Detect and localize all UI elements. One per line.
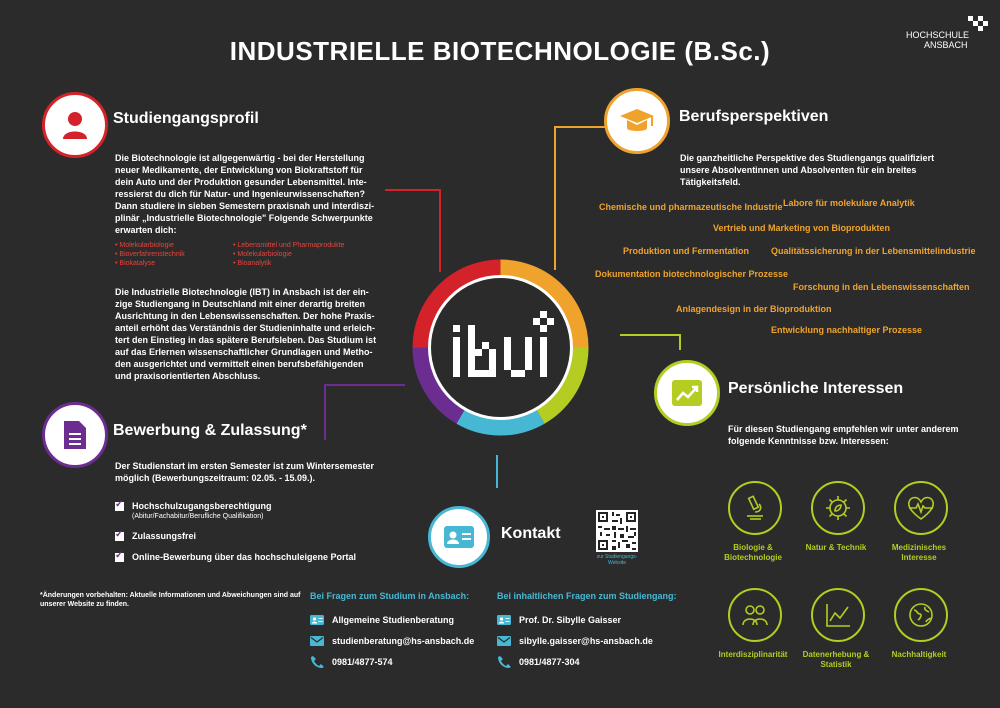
- gear-leaf-icon: [823, 493, 853, 523]
- mail-icon: [497, 636, 511, 646]
- people-icon: [740, 601, 770, 629]
- kontakt-right-heading: Bei inhaltlichen Fragen zum Studiengang:: [497, 591, 677, 601]
- contact-card-icon: [310, 615, 324, 625]
- kontakt-left-heading: Bei Fragen zum Studium in Ansbach:: [310, 591, 470, 601]
- qr-code[interactable]: [596, 510, 638, 552]
- kontakt-left-email[interactable]: studienberatung@hs-ansbach.de: [332, 636, 475, 646]
- focus-list-left: • Molekularbiologie • Bioverfahrenstechnik • Biokatalyse: [115, 242, 185, 267]
- bewerbung-heading: Bewerbung & Zulassung*: [113, 422, 307, 439]
- center-ring: [408, 255, 593, 440]
- user-icon: [59, 109, 91, 141]
- trend-chart-icon: [670, 378, 704, 408]
- checkbox-icon: [115, 553, 124, 562]
- heart-icon: [906, 494, 936, 522]
- chart-icon: [823, 601, 853, 629]
- kontakt-icon-circle: [428, 506, 490, 568]
- check-item-sub: (Abitur/Fachabitur/Berufliche Qualifikation): [132, 513, 264, 520]
- checkbox-icon: [115, 532, 124, 541]
- beruf-field: Entwicklung nachhaltiger Prozesse: [771, 325, 923, 335]
- interessen-intro: Für diesen Studiengang empfehlen wir unter anderem folgende Kenntnisse bzw. Interessen:: [728, 424, 959, 446]
- beruf-field: Anlagendesign in der Bioproduktion: [676, 304, 832, 314]
- check-item: ✓Online-Bewerbung über das hochschuleigene Portal: [115, 551, 356, 563]
- footnote: *Änderungen vorbehalten: Aktuelle Informationen und Abweichungen sind auf unserer Website zu finden.: [40, 592, 301, 608]
- bewerbung-icon-circle: [42, 402, 108, 468]
- profile-icon-circle: [42, 92, 108, 158]
- kontakt-heading: Kontakt: [501, 525, 561, 542]
- graduation-cap-icon: [618, 105, 656, 137]
- profil-body: Die Industrielle Biotechnologie (IBT) in Ansbach ist der ein- zige Studiengang in Deutschland mit einer derartig breiten Ausrichtung in den Lebenswissenschaften. Der hohe Praxis- anteil erhöht das Verständnis der Studieninhalte und erleich- tert den Einstieg in das spätere Berufsleben. Das Studium ist auf das Erlernen wissenschaftlicher Grundlagen und Metho- den ausgerichtet und vermittelt einen berufsbefähigenden und praxisorientierten Abschluss.: [115, 287, 377, 381]
- interest-label: Datenerhebung & Statistik: [802, 650, 870, 669]
- beruf-field: Produktion und Fermentation: [623, 246, 749, 256]
- kontakt-right-phone[interactable]: 0981/4877-304: [519, 657, 580, 667]
- checkbox-icon: [115, 502, 124, 511]
- beruf-field: Chemische und pharmazeutische Industrie: [599, 202, 783, 212]
- interessen-icon-circle: [654, 360, 720, 426]
- mail-icon: [310, 636, 324, 646]
- check-item: ✓Zulassungsfrei: [115, 530, 356, 542]
- profil-intro: Die Biotechnologie ist allgegenwärtig - bei der Herstellung neuer Medikamente, der Entwicklung von Biokraftstoff für dein Auto und der Produktion gesunder Lebensmittel. Inte- ressierst du dich für Natur- und Ingenieurwissenschaften? Dann studiere in sieben Semestern praxisnah und interdiszi- plinär „Industrielle Biotechnologie" Folgende Schwerpunkte erwarten dich:: [115, 153, 375, 235]
- document-icon: [62, 419, 88, 451]
- beruf-heading: Berufsperspektiven: [679, 108, 829, 125]
- focus-list-right: • Lebensmittel und Pharmaprodukte • Molekularbiologie • Bioanalytik: [233, 242, 345, 267]
- interest-circle: [811, 481, 865, 535]
- interest-circle: [894, 481, 948, 535]
- beruf-field: Qualitätssicherung in der Lebensmittelindustrie: [771, 246, 976, 256]
- ibt-pixel-logo: [453, 311, 554, 377]
- kontakt-right-email[interactable]: sibylle.gaisser@hs-ansbach.de: [519, 636, 653, 646]
- beruf-icon-circle: [604, 88, 670, 154]
- interest-circle: [728, 481, 782, 535]
- microscope-icon: [741, 494, 769, 522]
- interest-label: Medizinisches Interesse: [891, 543, 947, 562]
- check-item: ✓Hochschulzugangsberechtigung: [115, 500, 356, 512]
- globe-icon: [906, 600, 936, 630]
- interessen-heading: Persönliche Interessen: [728, 380, 904, 397]
- interest-label: Nachhaltigkeit: [891, 650, 947, 659]
- contact-card-icon: [497, 615, 511, 625]
- phone-icon: [310, 656, 324, 668]
- beruf-field: Forschung in den Lebenswissenschaften: [793, 282, 970, 292]
- beruf-field: Vertrieb und Marketing von Bioprodukten: [713, 223, 891, 233]
- contact-card-icon: [443, 525, 475, 549]
- page-title: INDUSTRIELLE BIOTECHNOLOGIE (B.Sc.): [229, 36, 771, 66]
- kontakt-left-name: Allgemeine Studienberatung: [332, 615, 455, 625]
- kontakt-right: [497, 611, 653, 671]
- phone-icon: [497, 656, 511, 668]
- interest-circle: [894, 588, 948, 642]
- kontakt-left-phone[interactable]: 0981/4877-574: [332, 657, 393, 667]
- interest-label: Interdisziplinarität: [718, 650, 788, 659]
- qr-label: zur Studiengangs- Website: [596, 554, 638, 566]
- bewerbung-text: Der Studienstart im ersten Semester ist zum Wintersemester möglich (Bewerbungszeitraum: 02.05. - 15.09.).: [115, 461, 375, 483]
- interest-label: Natur & Technik: [805, 543, 867, 552]
- beruf-intro: Die ganzheitliche Perspektive des Studiengangs qualifiziert unsere Absolventinnen und Absolventen für ein breites Tätigkeitsfeld.: [680, 153, 935, 187]
- kontakt-left: [310, 611, 474, 671]
- beruf-field: Labore für molekulare Analytik: [783, 198, 915, 208]
- interest-circle: [728, 588, 782, 642]
- logo-line1: HOCHSCHULE: [906, 30, 970, 40]
- logo-line2: ANSBACH: [924, 40, 968, 50]
- interest-circle: [811, 588, 865, 642]
- bewerbung-checklist: [115, 500, 356, 563]
- interest-label: Biologie & Biotechnologie: [724, 543, 782, 562]
- beruf-field: Dokumentation biotechnologischer Prozesse: [595, 269, 789, 279]
- kontakt-right-name: Prof. Dr. Sibylle Gaisser: [519, 615, 622, 625]
- profil-heading: Studiengangsprofil: [113, 110, 259, 127]
